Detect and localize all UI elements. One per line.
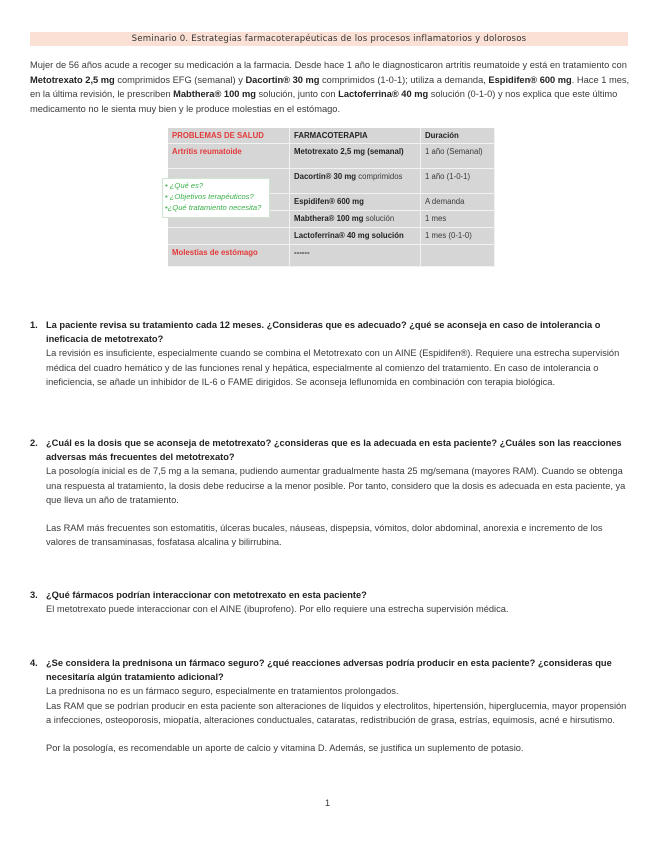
note: • ¿Objetivos terapéuticos? <box>165 192 254 201</box>
question-title <box>30 436 630 464</box>
drug-cell <box>290 169 421 194</box>
question-text: ¿Qué fármacos podrían interaccionar con metotrexato en esta paciente? <box>46 590 367 600</box>
question-number: 4. <box>30 658 38 668</box>
notes-box <box>162 178 270 218</box>
drug-name: ------ <box>294 248 310 257</box>
question-title <box>30 588 630 602</box>
question-4 <box>30 656 630 755</box>
text-segment: solución (0-1-0) y nos explica que este último medicamento no le sienta muy bien y le produce molestias en el estómago. <box>30 89 618 114</box>
drug-name: Dacortin® 30 mg <box>294 172 357 181</box>
drug-name: Metotrexato 2,5 mg <box>30 74 115 85</box>
table-row <box>168 245 495 267</box>
duration-cell <box>421 245 495 267</box>
drug-extra: solución <box>363 214 395 223</box>
answer-paragraph: Por la posología, es recomendable un aporte de calcio y vitamina D. Además, se justifica un suplemento de potasio. <box>46 743 524 754</box>
drug-cell <box>290 228 421 245</box>
header-cell: FARMACOTERAPIA <box>290 128 421 144</box>
question-2 <box>30 436 630 549</box>
header-cell: PROBLEMAS DE SALUD <box>168 128 290 144</box>
question-title <box>30 656 630 684</box>
text-segment: solución, junto con <box>255 89 339 100</box>
problem-cell: Molestias de estómago <box>168 245 290 267</box>
duration-cell: 1 mes <box>421 211 495 228</box>
question-text: ¿Se considera la prednisona un fármaco seguro? ¿qué reacciones adversas podría producir en esta paciente? ¿consideras que necesitaría algún tratamiento adicional? <box>46 658 612 683</box>
question-text: La paciente revisa su tratamiento cada 12 meses. ¿Consideras que es adecuado? ¿qué se aconseja en caso de intolerancia o ineficacia de metotrexato? <box>46 320 601 345</box>
question-1 <box>30 318 630 389</box>
table-row <box>168 228 495 245</box>
note: • ¿Qué es? <box>165 181 204 190</box>
note: •¿Qué tratamiento necesita? <box>165 203 262 212</box>
question-title <box>30 318 630 346</box>
answer-paragraph: Las RAM que se podrían producir en esta paciente son alteraciones de líquidos y electrolitos, hipertensión, hiperglucemia, mayor propensión a infecciones, osteoporosis, miopatía, alteraciones conductuales, cataratas, redistribución de grasa, estrías, equimosis, acné e hirsutismo. <box>46 700 627 725</box>
answer-paragraph: La prednisona no es un fármaco seguro, especialmente en tratamientos prolongados. <box>46 686 399 697</box>
text-segment: Mujer de 56 años acude a recoger su medicación a la farmacia. Desde hace 1 año le diagnosticaron artritis reumatoide y está en tratamiento con <box>30 60 627 70</box>
text-segment: . Hace 1 mes, en la última revisión, le prescriben <box>30 74 630 100</box>
question-number: 1. <box>30 320 38 330</box>
text-segment: comprimidos (1-0-1); utiliza a demanda, <box>319 74 489 85</box>
answer-paragraph: El metotrexato puede interaccionar con el AINE (ibuprofeno). Por ello requiere una estrecha supervisión médica. <box>46 604 509 615</box>
drug-name: Espidifen® 600 mg <box>294 197 364 206</box>
duration-cell: A demanda <box>421 194 495 211</box>
document-header: Seminario 0. Estrategias farmacoterapéuticas de los procesos inflamatorios y dolorosos <box>30 32 628 46</box>
question-number: 2. <box>30 438 38 448</box>
drug-name: Mabthera® 100 mg <box>294 214 364 223</box>
answer-paragraph: Las RAM más frecuentes son estomatitis, úlceras bucales, náuseas, dispepsia, vómitos, dolor abdominal, anorexia e incremento de los valores de transaminasas, fosfatasa alcalina y bilirrubina. <box>46 523 603 548</box>
drug-name: Metotrexato 2,5 mg (semanal) <box>294 147 404 156</box>
page-number: 1 <box>324 798 331 809</box>
question-3 <box>30 588 630 616</box>
drug-extra: comprimidos <box>356 172 403 181</box>
drug-cell <box>290 211 421 228</box>
drug-name: Espidifen® 600 mg <box>488 74 572 85</box>
drug-name: Dacortin® 30 mg <box>245 74 320 85</box>
case-description <box>30 58 630 116</box>
header-cell: Duración <box>421 128 495 144</box>
drug-name: Lactoferrina® 40 mg <box>338 89 429 100</box>
answer-paragraph: La revisión es insuficiente, especialmente cuando se combina el Metotrexato con un AINE (Espidifen®). Requiere una estrecha supervisión médica del cuadro hemático y de las funciones renal y hepática, especialmente al comienzo del tratamiento. En caso de intolerancia o ineficiencia, se añade un inhibidor de IL-6 o FAME dirigidos. Se aconseja leflunomida en combinación con terapia biológica. <box>46 348 620 387</box>
answer-paragraph: La posología inicial es de 7,5 mg a la semana, pudiendo aumentar gradualmente hasta 25 mg/semana (mayores RAM). Cuando se obtenga una respuesta al tratamiento, la dosis debe reducirse a la menor posible. Por tanto, considero que la dosis es adecuada en esta paciente, ya que lleva un año de tratamiento. <box>46 466 626 505</box>
duration-cell: 1 mes (0-1-0) <box>421 228 495 245</box>
drug-name: Mabthera® 100 mg <box>173 89 256 100</box>
problem-cell <box>168 228 290 245</box>
drug-cell <box>290 245 421 267</box>
drug-name: Lactoferrina® 40 mg solución <box>294 231 404 240</box>
drug-cell <box>290 194 421 211</box>
table-row <box>168 144 495 169</box>
drug-cell <box>290 144 421 169</box>
text-segment: comprimidos EFG (semanal) y <box>114 74 246 85</box>
duration-cell: 1 año (1-0-1) <box>421 169 495 194</box>
question-text: ¿Cuál es la dosis que se aconseja de metotrexato? ¿consideras que es la adecuada en esta paciente? ¿Cuáles son las reacciones adversas más frecuentes del metotrexato? <box>46 438 622 463</box>
table-header-row <box>168 128 495 144</box>
duration-cell: 1 año (Semanal) <box>421 144 495 169</box>
problem-cell: Artritis reumatoide <box>168 144 290 169</box>
question-number: 3. <box>30 590 38 600</box>
